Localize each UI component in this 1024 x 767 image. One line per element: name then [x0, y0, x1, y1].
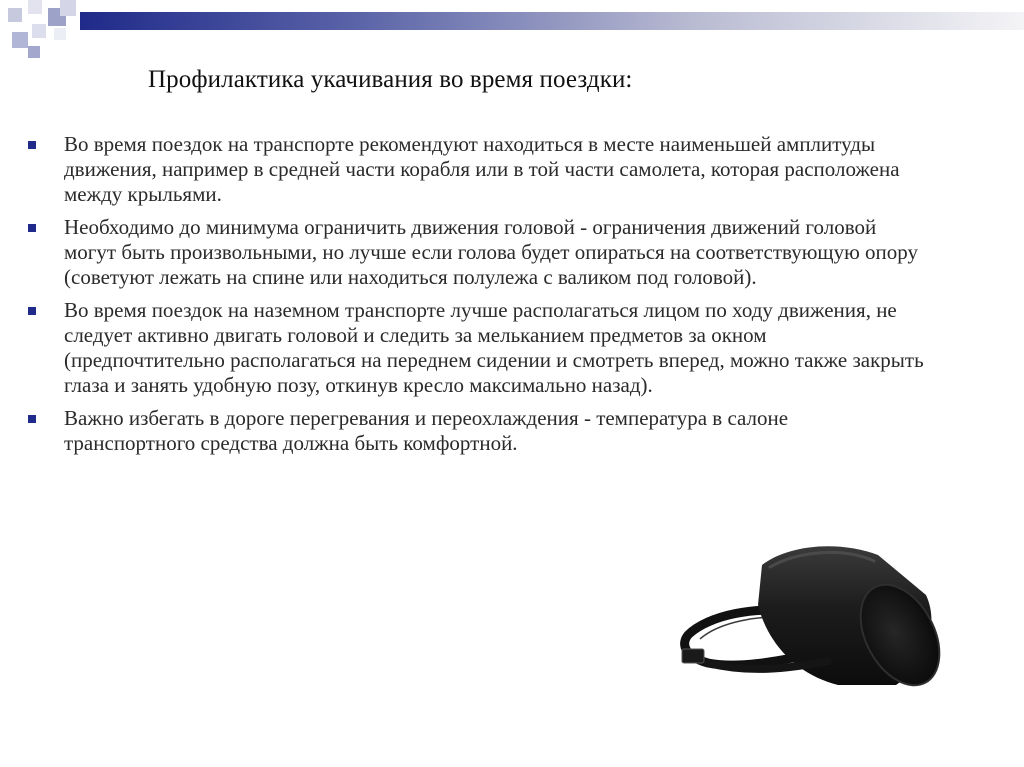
- square-bullet-icon: [28, 141, 36, 149]
- decor-square: [60, 0, 76, 16]
- decor-square: [28, 0, 42, 14]
- square-bullet-icon: [28, 224, 36, 232]
- bullet-text: Важно избегать в дороге перегревания и переохлаждения - температура в салоне транспортного средства должна быть комфортной.: [64, 406, 789, 455]
- square-bullet-icon: [28, 415, 36, 423]
- bullet-text: Во время поездок на наземном транспорте лучше располагаться лицом по ходу движения, не следует активно двигать головой и следить за мельканием предметов за окном (предпочтительно располагаться на переднем сидении и смотреть вперед, можно также закрыть глаза и занять удобную позу, откинув кресло максимально назад).: [64, 298, 924, 397]
- decor-square: [8, 8, 22, 22]
- decor-square: [28, 46, 40, 58]
- decor-square: [54, 28, 66, 40]
- bullet-item: [24, 132, 924, 207]
- slide-title: Профилактика укачивания во время поездки:: [148, 66, 633, 93]
- decor-square: [32, 24, 46, 38]
- square-bullet-icon: [28, 307, 36, 315]
- decor-square: [12, 32, 28, 48]
- bullet-item: [24, 406, 924, 456]
- bullet-list: [24, 132, 924, 464]
- pillow-icon: [678, 535, 948, 700]
- headrest-pillow-image: [678, 535, 948, 700]
- bullet-text: Необходимо до минимума ограничить движения головой - ограничения движений головой могут быть произвольными, но лучше если голова будет опираться на соответствующую опору (советуют лежать на спине или находиться полулежа с валиком под головой).: [64, 215, 918, 289]
- header-decoration-bar: [80, 12, 1024, 30]
- bullet-item: [24, 298, 924, 398]
- bullet-item: [24, 215, 924, 290]
- bullet-text: Во время поездок на транспорте рекомендуют находиться в месте наименьшей амплитуды движения, например в средней части корабля или в той части самолета, которая расположена между крыльями.: [64, 132, 900, 206]
